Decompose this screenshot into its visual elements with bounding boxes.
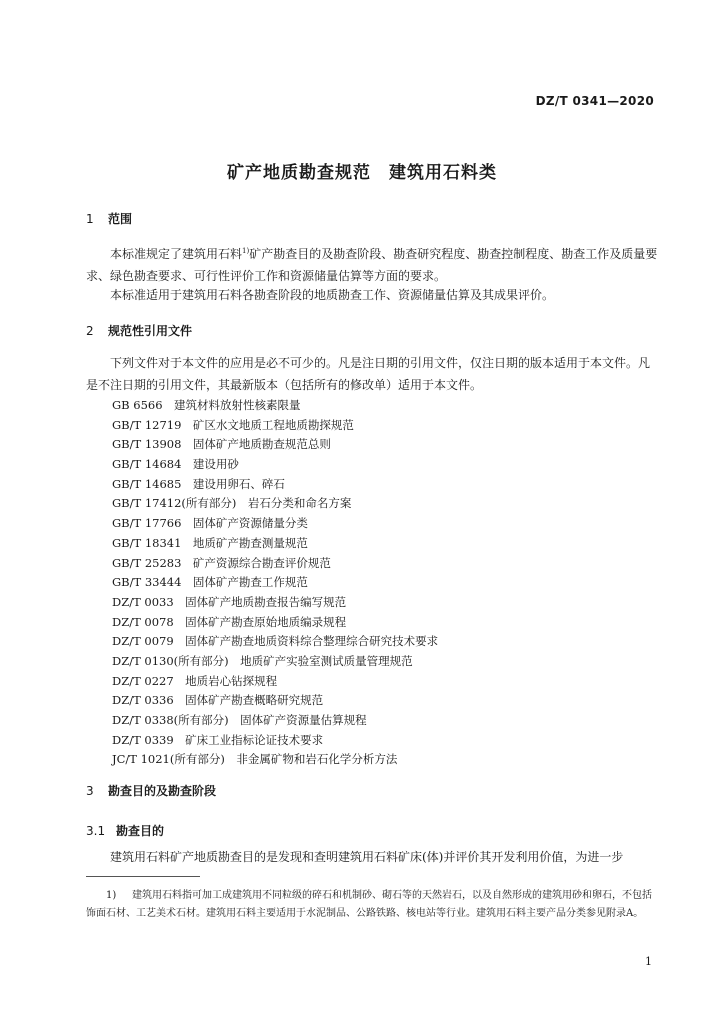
section-number: 3 <box>86 784 94 798</box>
section-3-heading <box>86 782 216 799</box>
reference-item: JC/T 1021(所有部分) 非金属矿物和岩石化学分析方法 <box>112 752 398 767</box>
reference-item: DZ/T 0078 固体矿产勘查原始地质编录规程 <box>112 614 347 629</box>
standard-code: DZ/T 0341—2020 <box>535 94 654 108</box>
scope-text: 本标准适用于建筑用石料各勘查阶段的地质勘查工作、资源储量估算及其成果评价。 <box>110 288 555 302</box>
reference-item: GB/T 33444 固体矿产勘查工作规范 <box>112 575 308 590</box>
reference-item: DZ/T 0130(所有部分) 地质矿产实验室测试质量管理规范 <box>112 653 413 668</box>
reference-item: GB/T 25283 矿产资源综合勘查评价规范 <box>112 555 331 570</box>
reference-item: GB/T 18341 地质矿产勘查测量规范 <box>112 535 308 550</box>
purpose-paragraph <box>86 846 658 868</box>
section-number: 3.1 <box>86 824 106 838</box>
section-3-1-heading <box>86 822 164 839</box>
section-2-heading <box>86 322 192 339</box>
footnote-reference: 1) <box>242 247 250 255</box>
reference-item: GB 6566 建筑材料放射性核素限量 <box>112 398 301 412</box>
section-1-heading <box>86 210 132 227</box>
scope-paragraph-1 <box>86 240 658 287</box>
purpose-text: 建筑用石料矿产地质勘查目的是发现和查明建筑用石料矿床(体)并评价其开发利用价值，为进一步 <box>110 850 624 864</box>
reference-item: DZ/T 0336 固体矿产勘查概略研究规范 <box>112 693 324 708</box>
reference-item: GB/T 13908 固体矿产地质勘查规范总则 <box>112 437 331 452</box>
scope-text-after: 矿产勘查目的及勘查阶段、勘查研究程度、勘查控制程度、勘查工作及质量要求、绿色勘查要求、可行性评价工作和资源储量估算等方面的要求。 <box>86 247 658 283</box>
reference-item: DZ/T 0033 固体矿产地质勘查报告编写规范 <box>112 594 347 609</box>
reference-item: GB/T 12719 矿区水文地质工程地质勘探规范 <box>112 417 354 432</box>
references-intro-paragraph <box>86 352 658 396</box>
section-number: 1 <box>86 212 94 226</box>
reference-item: GB/T 17766 固体矿产资源储量分类 <box>112 516 308 531</box>
reference-item: DZ/T 0227 地质岩心钻探规程 <box>112 673 278 688</box>
section-title: 规范性引用文件 <box>108 324 193 338</box>
section-title: 范围 <box>108 212 133 226</box>
reference-item: GB/T 17412(所有部分) 岩石分类和命名方案 <box>112 496 352 511</box>
reference-item: DZ/T 0339 矿床工业指标论证技术要求 <box>112 732 324 747</box>
section-number: 2 <box>86 324 94 338</box>
scope-text-before: 本标准规定了建筑用石料 <box>110 247 243 261</box>
reference-item: GB/T 14684 建设用砂 <box>112 457 239 472</box>
section-title: 勘查目的 <box>116 824 165 838</box>
scope-paragraph-2 <box>86 284 658 306</box>
normative-references-list <box>112 396 438 770</box>
document-title: 矿产地质勘查规范 建筑用石料类 <box>227 163 497 183</box>
page-number: 1 <box>645 955 652 968</box>
footnote-divider <box>86 876 200 877</box>
reference-item: DZ/T 0079 固体矿产勘查地质资料综合整理综合研究技术要求 <box>112 634 439 649</box>
footnote-text: 建筑用石料指可加工成建筑用不同粒级的碎石和机制砂、砌石等的天然岩石，以及自然形成的建筑用砂和卵石，不包括饰面石材、工艺美术石材。建筑用石料主要适用于水泥制品、公路铁路、核电站等行业。建筑用石料主要产品分类参见附录A。 <box>86 890 652 919</box>
section-title: 勘查目的及勘查阶段 <box>108 784 217 798</box>
footnote <box>86 887 660 923</box>
references-intro-text: 下列文件对于本文件的应用是必不可少的。凡是注日期的引用文件，仅注日期的版本适用于本文件。凡是不注日期的引用文件，其最新版本（包括所有的修改单）适用于本文件。 <box>86 356 651 392</box>
footnote-mark: 1) <box>106 890 117 901</box>
reference-item: DZ/T 0338(所有部分) 固体矿产资源量估算规程 <box>112 713 367 727</box>
reference-item: GB/T 14685 建设用卵石、碎石 <box>112 476 285 491</box>
